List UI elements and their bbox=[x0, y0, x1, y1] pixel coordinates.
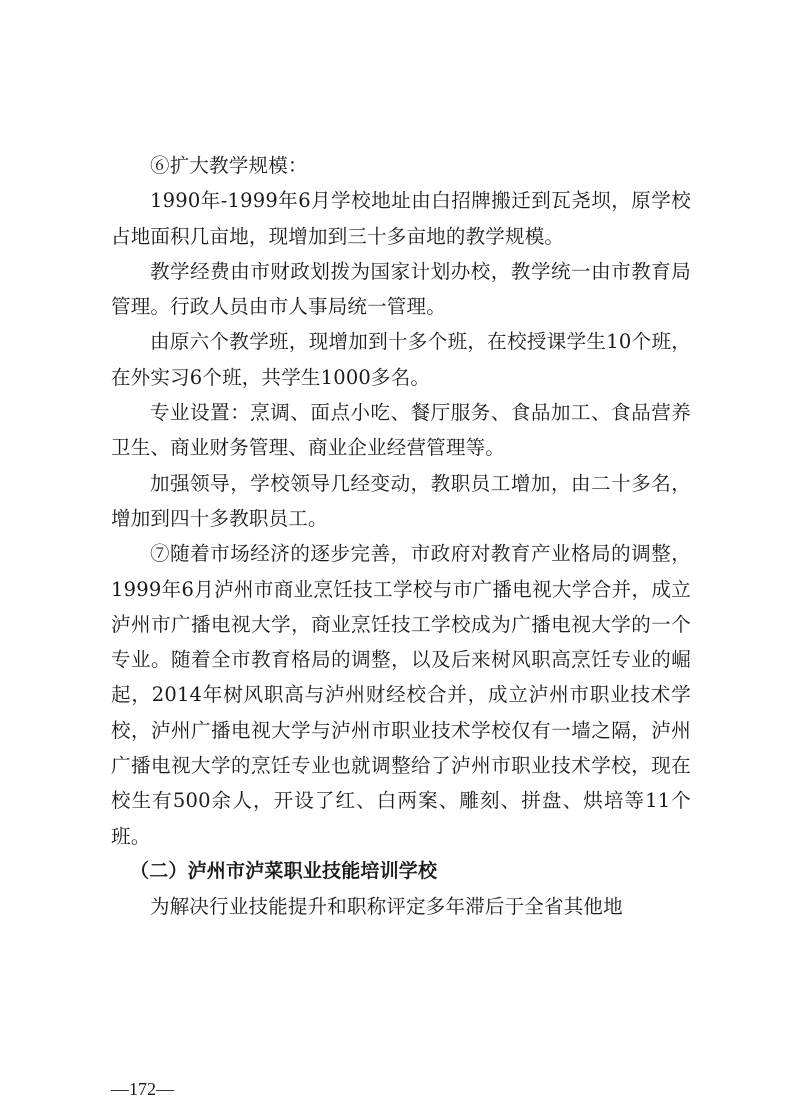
paragraph-expand-scale: ⑥扩大教学规模： bbox=[150, 154, 308, 177]
section-heading: （二）泸州市泸菜职业技能培训学校 bbox=[130, 859, 438, 882]
paragraph-relocation: 1990年-1999年6月学校地址由白招牌搬迁到瓦尧坝，原学校占地面积几亩地，现增加到三十多亩地的教学规模。 bbox=[111, 189, 691, 248]
paragraph-majors: 专业设置：烹调、面点小吃、餐厅服务、食品加工、食品营养卫生、商业财务管理、商业企业经营管理等。 bbox=[111, 401, 691, 460]
paragraph-leadership: 加强领导，学校领导几经变动，教职员工增加，由二十多名，增加到四十多教职员工。 bbox=[111, 471, 691, 530]
page-number: —172— bbox=[111, 1079, 174, 1099]
paragraph-funding: 教学经费由市财政划拨为国家计划办校，教学统一由市教育局管理。行政人员由市人事局统一管理。 bbox=[111, 259, 691, 319]
paragraph-classes: 由原六个教学班，现增加到十多个班，在校授课学生10个班，在外实习6个班，共学生1000多名。 bbox=[111, 330, 691, 389]
paragraph-last: 为解决行业技能提升和职称评定多年滞后于全省其他地 bbox=[150, 895, 623, 919]
body-text bbox=[111, 148, 691, 925]
paragraph-merger: ⑦随着市场经济的逐步完善，市政府对教育产业格局的调整，1999年6月泸州市商业烹饪技工学校与市广播电视大学合并，成立泸州市广播电视大学，商业烹饪技工学校成为广播电视大学的一个专业。随着全市教育格局的调整，以及后来树风职高烹饪专业的崛起，2014年树风职高与泸州财经校合并，成立泸州市职业技术学校，泸州广播电视大学与泸州市职业技术学校仅有一墙之隔，泸州广播电视大学的烹饪专业也就调整给了泸州市职业技术学校，现在校生有500余人，开设了红、白两案、雕刻、拼盘、烘培等11个班。 bbox=[111, 542, 691, 848]
